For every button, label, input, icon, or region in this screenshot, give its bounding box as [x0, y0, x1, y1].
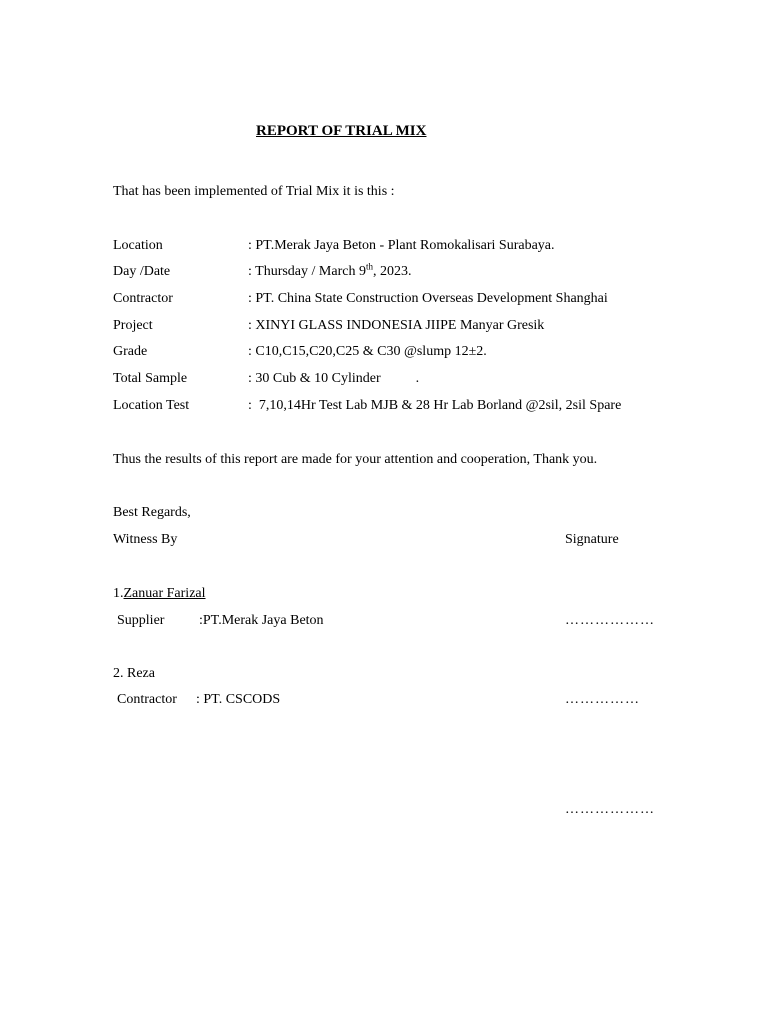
witness1-name-text: Zanuar Farizal [123, 586, 206, 601]
total-sample-value: : 30 Cub & 10 Cylinder . [248, 371, 420, 386]
witness2-name: 2. Reza [113, 666, 155, 681]
signature-heading: Signature [565, 532, 619, 547]
project-value: : XINYI GLASS INDONESIA JIIPE Manyar Gresik [248, 318, 545, 333]
witness2-role-value: : PT. CSCODS [196, 692, 281, 707]
best-regards: Best Regards, [113, 505, 191, 520]
day-date-label: Day /Date [113, 264, 171, 279]
location-value: : PT.Merak Jaya Beton - Plant Romokalisari Surabaya. [248, 238, 555, 253]
witness2-signature-line: …………… [565, 692, 640, 707]
extra-signature-line: ……………… [565, 802, 655, 817]
location-test-label: Location Test [113, 398, 190, 413]
day-date-text: : Thursday / March 9 [248, 264, 366, 279]
day-date-ordinal: th [365, 261, 373, 272]
witness1-number: 1. [113, 586, 124, 601]
intro-text: That has been implemented of Trial Mix it is this : [113, 184, 395, 199]
report-title: REPORT OF TRIAL MIX [256, 123, 427, 139]
day-date-year: , 2023. [372, 264, 412, 279]
witness1-name [113, 585, 206, 603]
day-date-value [248, 263, 411, 281]
contractor-value: : PT. China State Construction Overseas Development Shanghai [248, 291, 608, 306]
location-test-value: : 7,10,14Hr Test Lab MJB & 28 Hr Lab Borland @2sil, 2sil Spare [248, 398, 622, 413]
witness1-role-value: :PT.Merak Jaya Beton [199, 613, 324, 628]
closing-text: Thus the results of this report are made for your attention and cooperation, Thank you. [113, 452, 598, 467]
witness2-role-label: Contractor [117, 692, 177, 707]
total-sample-label: Total Sample [113, 371, 188, 386]
grade-value: : C10,C15,C20,C25 & C30 @slump 12±2. [248, 344, 487, 359]
grade-label: Grade [113, 344, 148, 359]
witness1-signature-line: ……………… [565, 613, 655, 628]
location-label: Location [113, 238, 163, 253]
witness-by-heading: Witness By [113, 532, 178, 547]
contractor-label: Contractor [113, 291, 173, 306]
witness1-role-label: Supplier [117, 613, 165, 628]
project-label: Project [113, 318, 153, 333]
